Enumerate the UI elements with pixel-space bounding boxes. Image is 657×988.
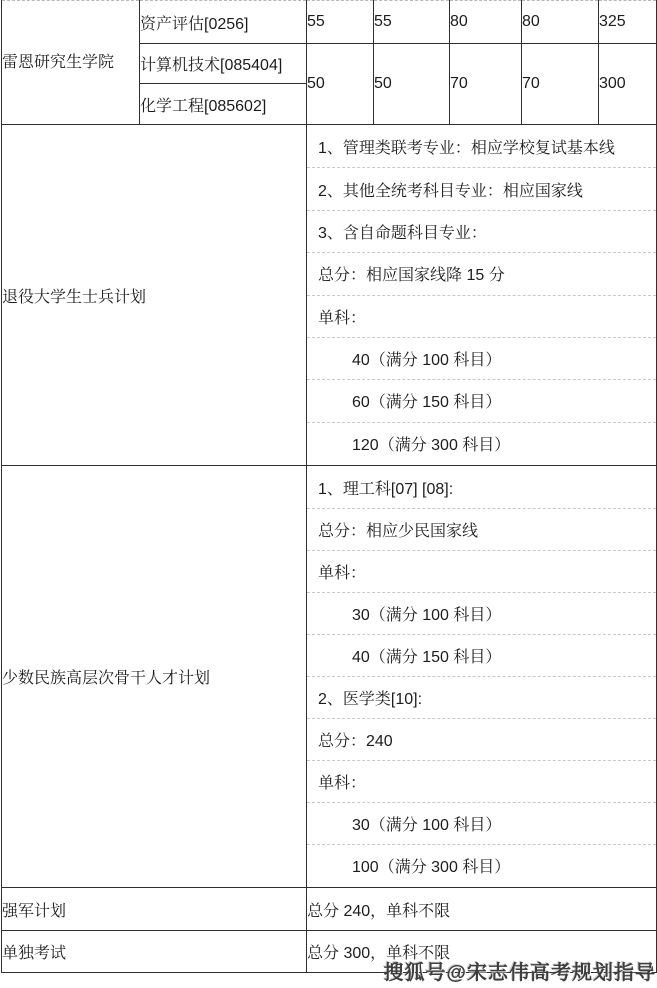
plan-name-cell: 少数民族高层次骨干人才计划 (2, 466, 307, 888)
plan-line: 3、含自命题科目专业： (307, 211, 656, 253)
plan-line: 单科： (307, 551, 656, 593)
table-row (2, 888, 657, 931)
plan-line: 总分：相应少民国家线 (307, 509, 656, 551)
program-cell: 计算机技术[085404] (140, 44, 307, 84)
plan-line: 单科： (307, 296, 656, 338)
score-cell: 55 (307, 1, 374, 44)
score-cell: 50 (374, 44, 450, 125)
plan-line: 总分：240 (307, 719, 656, 761)
plan-line: 1、管理类联考专业：相应学校复试基本线 (307, 126, 656, 168)
plan-detail-lines (307, 467, 656, 886)
plan-line: 总分：相应国家线降 15 分 (307, 253, 656, 295)
plan-line: 2、医学类[10]: (307, 677, 656, 719)
plan-line: 1、理工科[07] [08]: (307, 467, 656, 509)
school-name-cell: 雷恩研究生学院 (2, 1, 140, 125)
score-cell: 70 (450, 44, 522, 125)
plan-line: 120（满分 300 科目） (352, 436, 511, 454)
plan-line: 30（满分 100 科目） (307, 803, 656, 845)
score-cell: 325 (599, 1, 657, 44)
score-cell: 70 (522, 44, 599, 125)
plan-line: 100（满分 300 科目） (352, 859, 511, 876)
plan-line: 40（满分 100 科目） (307, 338, 656, 380)
score-cell: 50 (307, 44, 374, 125)
plan-detail-lines (307, 126, 656, 464)
plan-line: 单科： (307, 761, 656, 803)
table-row (2, 466, 657, 888)
plan-name-cell: 退役大学生士兵计划 (2, 125, 307, 466)
plan-line: 2、其他全统考科目专业：相应国家线 (307, 168, 656, 210)
score-cell: 55 (374, 1, 450, 44)
plan-detail-cell (307, 125, 657, 466)
plan-detail-cell (307, 466, 657, 888)
program-cell: 资产评估[0256] (140, 1, 307, 44)
admission-score-table (1, 0, 657, 973)
score-cell: 80 (522, 1, 599, 44)
plan-name-cell: 单独考试 (2, 931, 307, 973)
program-cell: 化学工程[085602] (140, 84, 307, 125)
plan-value-cell: 总分 240，单科不限 (307, 888, 657, 931)
table-row (2, 125, 657, 466)
score-cell: 80 (450, 1, 522, 44)
plan-line: 30（满分 100 科目） (307, 593, 656, 635)
plan-value-cell: 总分 300，单科不限 (307, 931, 657, 973)
plan-line: 40（满分 150 科目） (307, 635, 656, 677)
plan-line: 60（满分 150 科目） (307, 380, 656, 422)
score-cell: 300 (599, 44, 657, 125)
plan-name-cell: 强军计划 (2, 888, 307, 931)
watermark: 搜狐号@宋志伟高考规划指导 (383, 962, 656, 984)
